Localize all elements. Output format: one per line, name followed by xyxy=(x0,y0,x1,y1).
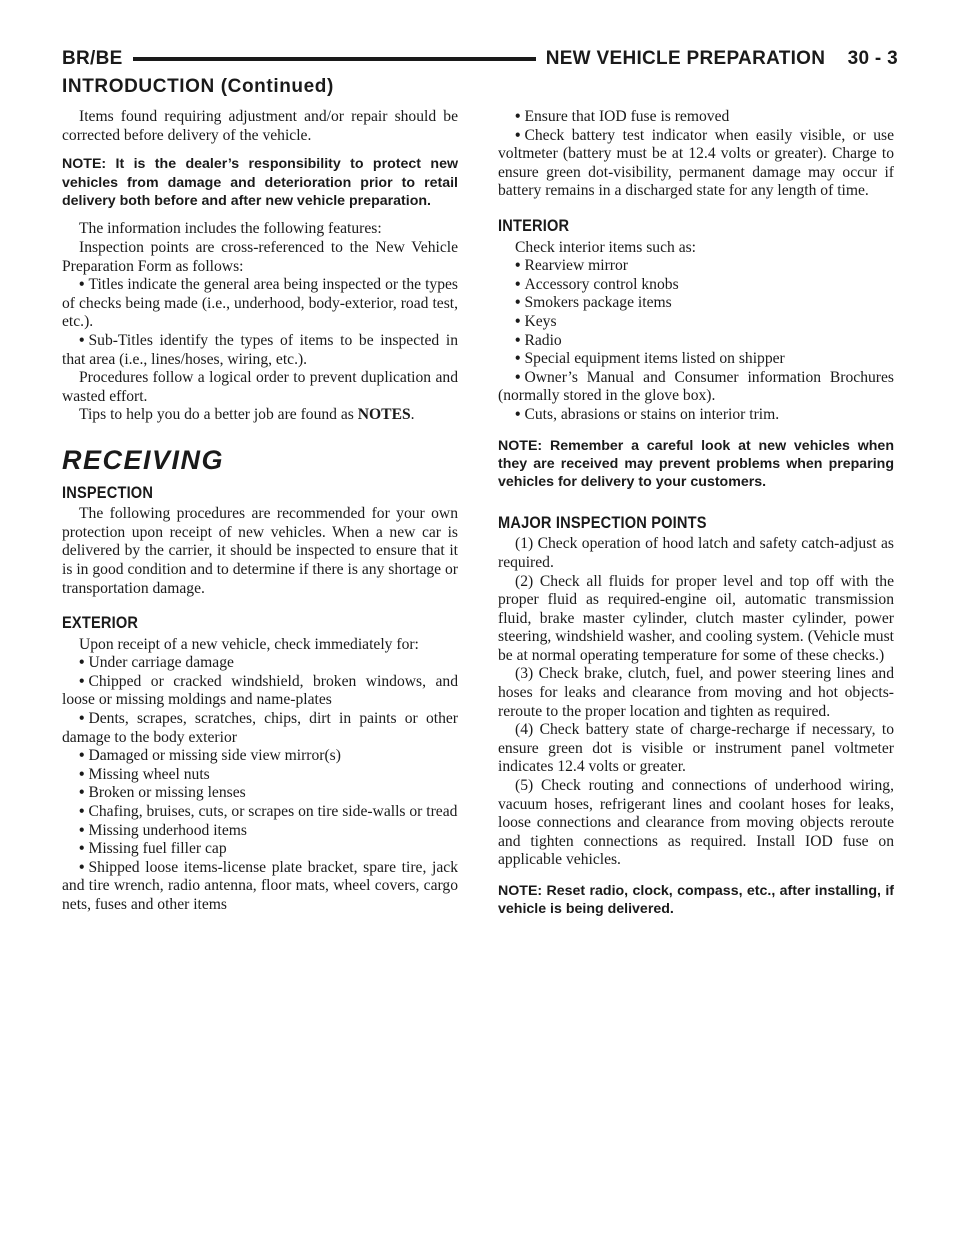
notes-emphasis: NOTES xyxy=(357,406,411,424)
paragraph: Inspection points are cross-referenced to the New Vehicle Preparation Form as follows: xyxy=(62,239,458,275)
list-item: • Under carriage damage xyxy=(79,654,234,672)
list-item: • Missing underhood items xyxy=(79,821,248,839)
list-item: • Cuts, abrasions or stains on interior trim. xyxy=(515,405,780,423)
note: NOTE: Remember a careful look at new vehicles when they are received may prevent problems when preparing vehicles for delivery to your customers. xyxy=(498,437,894,491)
list-item: • Keys xyxy=(515,312,557,330)
bullet-icon: • xyxy=(515,312,521,330)
list-item: • Chipped or cracked windshield, broken windows, and loose or missing moldings and name-plates xyxy=(62,672,458,709)
inspection-steps xyxy=(498,535,894,870)
bullet-icon: • xyxy=(79,803,85,821)
subheading-major-inspection-points: MAJOR INSPECTION POINTS xyxy=(498,512,707,532)
list-item: (3) Check brake, clutch, fuel, and power steering lines and hoses for leaks and clearance from moving and hot objects-reroute to the proper location and tighten as required. xyxy=(498,665,894,720)
bullet-icon: • xyxy=(515,275,521,293)
bullet-icon: • xyxy=(515,405,521,423)
list-item: • Accessory control knobs xyxy=(515,275,679,293)
bullet-icon: • xyxy=(79,672,85,690)
exterior-list xyxy=(62,654,458,914)
list-item: (1) Check operation of hood latch and safety catch-adjust as required. xyxy=(498,535,894,571)
bullet-icon: • xyxy=(79,331,85,349)
list-item: • Shipped loose items-license plate bracket, spare tire, jack and tire wrench, radio antenna, floor mats, wheel covers, cargo nets, fuses and other items xyxy=(62,858,458,913)
subheading-interior: INTERIOR xyxy=(498,215,570,235)
subheading-inspection: INSPECTION xyxy=(62,482,154,502)
bullet-icon: • xyxy=(515,368,521,386)
bullet-icon: • xyxy=(515,126,521,144)
list-item: • Check battery test indicator when easily visible, or use voltmeter (battery must be at 12.4 volts or greater). Charge to ensure green dot-visibility, permanent damage may occur if battery remains in a discharged state for any length of time. xyxy=(498,126,894,200)
paragraph: Items found requiring adjustment and/or repair should be corrected before delivery of the vehicle. xyxy=(62,108,458,144)
page-header xyxy=(62,44,898,74)
bullet-icon: • xyxy=(515,350,521,368)
interior-list xyxy=(498,257,894,424)
bullet-icon: • xyxy=(515,257,521,275)
list-item: (2) Check all fluids for proper level and top off with the proper fluid as required-engine oil, automatic transmission fluid, brake master cylinder, clutch master cylinder, power steering, windshield washer, and cooling system. (Vehicle must be at normal operating temperature for some of these checks.) xyxy=(498,572,894,664)
list-item: • Radio xyxy=(515,331,562,349)
header-section: NEW VEHICLE PREPARATION 30 - 3 xyxy=(545,48,898,69)
subheading-exterior: EXTERIOR xyxy=(62,613,139,633)
paragraph: Procedures follow a logical order to prevent duplication and wasted effort. xyxy=(62,369,458,405)
header-rule xyxy=(133,57,536,61)
list-item: • Smokers package items xyxy=(515,294,672,312)
paragraph: Check interior items such as: xyxy=(515,238,697,256)
header-model: BR/BE xyxy=(62,48,123,69)
paragraph: Upon receipt of a new vehicle, check immediately for: xyxy=(79,635,419,653)
bullet-icon: • xyxy=(79,654,85,672)
section-heading-receiving: RECEIVING xyxy=(62,444,225,475)
list-item: • Missing fuel filler cap xyxy=(79,840,227,858)
bullet-icon: • xyxy=(79,784,85,802)
list-item: • Special equipment items listed on shipper xyxy=(515,350,785,368)
list-item: • Chafing, bruises, cuts, or scrapes on tire side-walls or tread xyxy=(79,803,458,821)
list-item: • Missing wheel nuts xyxy=(79,765,210,783)
list-item: • Owner’s Manual and Consumer information Brochures (normally stored in the glove box). xyxy=(498,368,894,405)
bullet-icon: • xyxy=(515,294,521,312)
list-item: (5) Check routing and connections of underhood wiring, vacuum hoses, refrigerant lines and coolant hoses for leaks, loose connections and clearance from moving objects reroute and tighten connections as required. Install IOD fuse on applicable vehicles. xyxy=(498,777,894,869)
bullet-icon: • xyxy=(79,276,85,294)
bullet-item: • Titles indicate the general area being inspected or the types of checks being made (i.e., underhood, body-exterior, road test, etc.). xyxy=(62,276,458,331)
bullet-icon: • xyxy=(79,747,85,765)
left-column xyxy=(62,108,458,915)
bullet-icon: • xyxy=(79,765,85,783)
bullet-icon: • xyxy=(515,331,521,349)
continued-heading: INTRODUCTION (Continued) xyxy=(62,76,334,97)
bullet-icon: • xyxy=(79,710,85,728)
bullet-icon: • xyxy=(515,108,521,125)
list-item: • Broken or missing lenses xyxy=(79,784,246,802)
bullet-icon: • xyxy=(79,821,85,839)
note: NOTE: Reset radio, clock, compass, etc., after installing, if vehicle is being delivered. xyxy=(498,883,894,918)
list-item: • Ensure that IOD fuse is removed xyxy=(515,108,730,125)
list-item: • Dents, scrapes, scratches, chips, dirt in paints or other damage to the body exterior xyxy=(62,710,458,746)
list-item: • Damaged or missing side view mirror(s) xyxy=(79,747,341,765)
bullet-icon: • xyxy=(79,858,85,876)
paragraph: Tips to help you do a better job are found as NOTES. xyxy=(79,406,415,424)
paragraph: The following procedures are recommended for your own protection upon receipt of new vehicles. When a new car is delivered by the carrier, it should be inspected to ensure that it is in good condition and to determine if there is any shortage or transportation damage. xyxy=(62,505,458,597)
paragraph: The information includes the following features: xyxy=(79,220,382,238)
note: NOTE: It is the dealer’s responsibility to protect new vehicles from damage and deterioration prior to retail delivery both before and after new vehicle preparation. xyxy=(62,156,458,209)
bullet-item: • Sub-Titles identify the types of items to be inspected in that area (i.e., lines/hoses, wiring, etc.). xyxy=(62,331,458,368)
bullet-icon: • xyxy=(79,840,85,858)
list-item: • Rearview mirror xyxy=(515,257,628,275)
list-item: (4) Check battery state of charge-recharge if necessary, to ensure green dot is visible or instrument panel voltmeter indicates 12.4 volts or greater. xyxy=(498,721,894,776)
right-column xyxy=(498,108,894,929)
